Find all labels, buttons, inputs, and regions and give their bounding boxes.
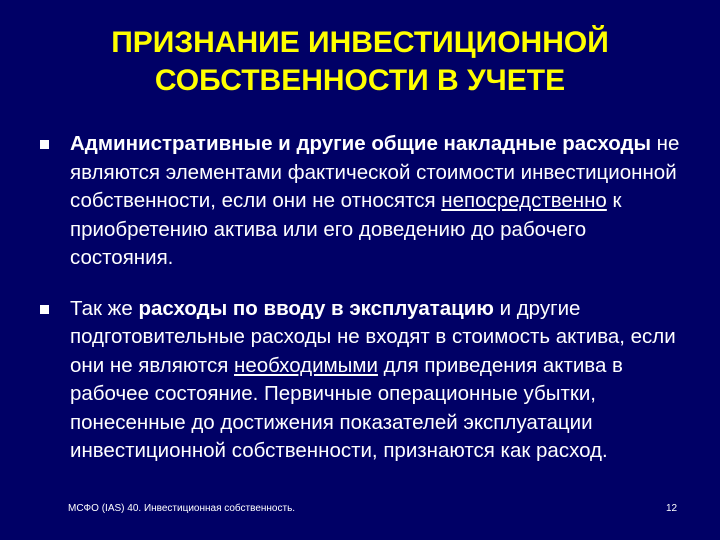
bullet-2-text-2: для приведения актива в рабочее состояние. Первичные операционные убытки, понесенные до достижения показателей эксплуатации инвестиционной собственности, признаются как расход. [70, 353, 623, 462]
bullet-2-underlined: необходимыми [234, 353, 378, 377]
page-number: 12 [666, 503, 678, 514]
square-bullet-icon [40, 140, 49, 149]
bullet-2-bold: расходы по вводу в эксплуатацию [138, 296, 494, 320]
bullet-list [38, 130, 688, 488]
square-bullet-icon [40, 305, 49, 314]
footer-source: МСФО (IAS) 40. Инвестиционная собственность. [68, 503, 296, 514]
bullet-2-text-0: Так же [70, 296, 139, 320]
bullet-1-text-2: к приобретению актива или его доведению до рабочего состояния. [70, 189, 622, 269]
bullet-1-underlined: непосредственно [441, 189, 607, 212]
bullet-item-1 [38, 130, 688, 273]
slide-title [40, 24, 680, 100]
bullet-2-text-1: и другие подготовительные расходы не входят в стоимость актива, если они не являются [70, 296, 676, 377]
bullet-1-bold: Административные и другие общие накладные расходы [70, 132, 651, 155]
title-line-1: ПРИЗНАНИЕ ИНВЕСТИЦИОННОЙ [111, 26, 609, 59]
bullet-item-2 [38, 295, 688, 466]
title-line-2: СОБСТВЕННОСТИ В УЧЕТЕ [154, 64, 566, 97]
bullet-1-text-1: не являются элементами фактической стоимости инвестиционной собственности, если они не относятся [70, 132, 680, 212]
